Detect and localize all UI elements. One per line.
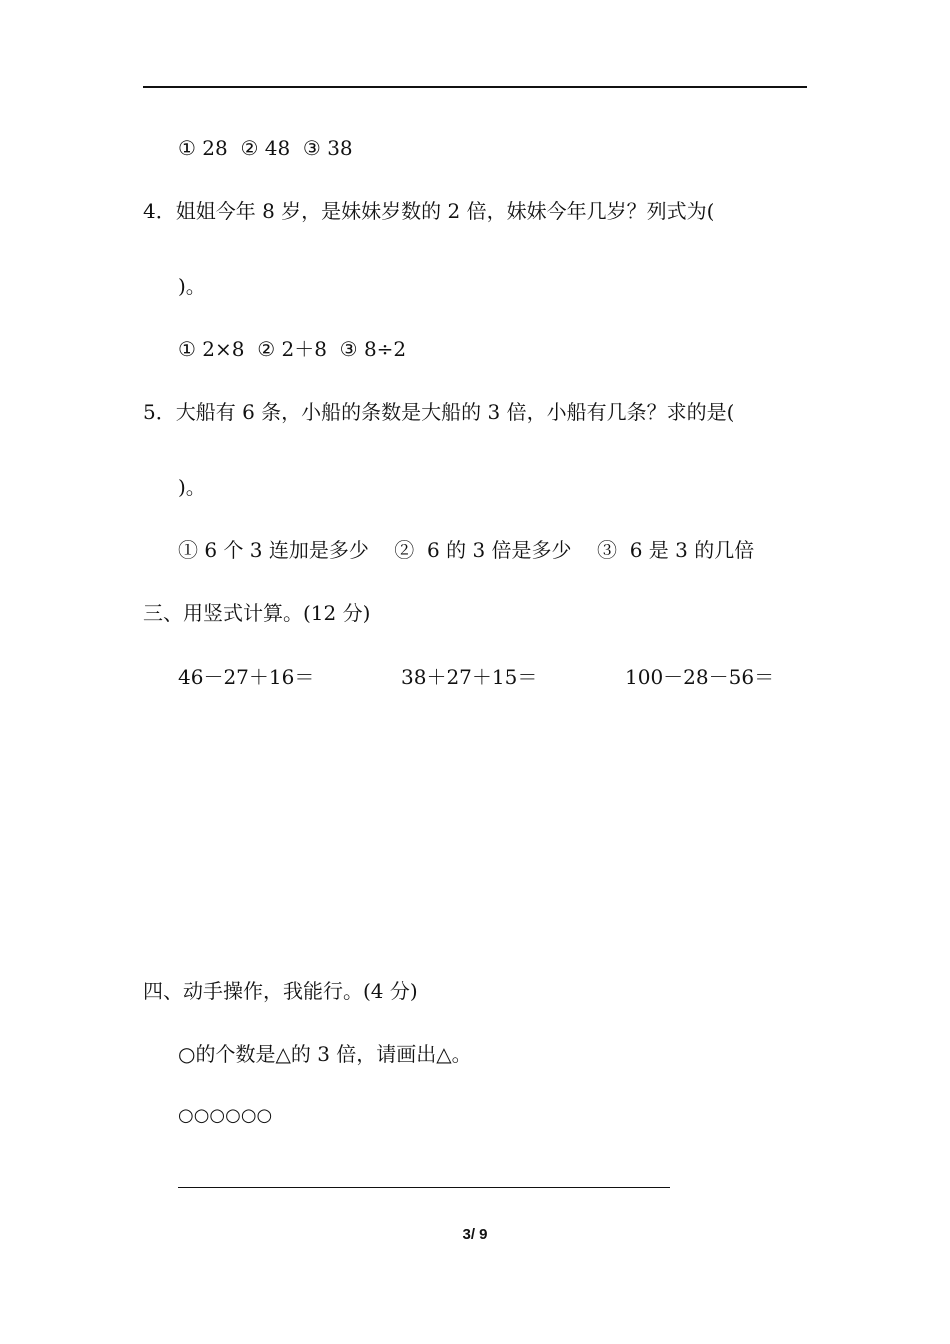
header-rule <box>143 86 807 88</box>
circles-row: ○○○○○○ <box>178 1105 273 1126</box>
q5-question: 5．大船有 6 条，小船的条数是大船的 3 倍，小船有几条？求的是( <box>143 400 735 424</box>
q4-answer-close: )。 <box>178 274 206 298</box>
section4-heading: 四、动手操作，我能行。(4 分) <box>143 979 418 1003</box>
q5-options: ① 6 个 3 连加是多少 ② 6 的 3 倍是多少 ③ 6 是 3 的几倍 <box>178 538 755 562</box>
section3-heading: 三、用竖式计算。(12 分) <box>143 601 371 625</box>
answer-line <box>178 1187 670 1188</box>
section4-instruction: ○的个数是△的 3 倍，请画出△。 <box>178 1042 472 1066</box>
q3-options: ① 28 ② 48 ③ 38 <box>178 136 353 160</box>
q5-answer-close: )。 <box>178 475 206 499</box>
page-number: 3/ 9 <box>462 1226 488 1243</box>
calc-problem-1: 46－27＋16＝ <box>178 665 315 689</box>
q4-question: 4．姐姐今年 8 岁，是妹妹岁数的 2 倍，妹妹今年几岁？列式为( <box>143 199 715 223</box>
q4-options: ① 2×8 ② 2＋8 ③ 8÷2 <box>178 337 407 361</box>
calc-problem-3: 100－28－56＝ <box>625 665 775 689</box>
calc-problem-2: 38＋27＋15＝ <box>401 665 538 689</box>
